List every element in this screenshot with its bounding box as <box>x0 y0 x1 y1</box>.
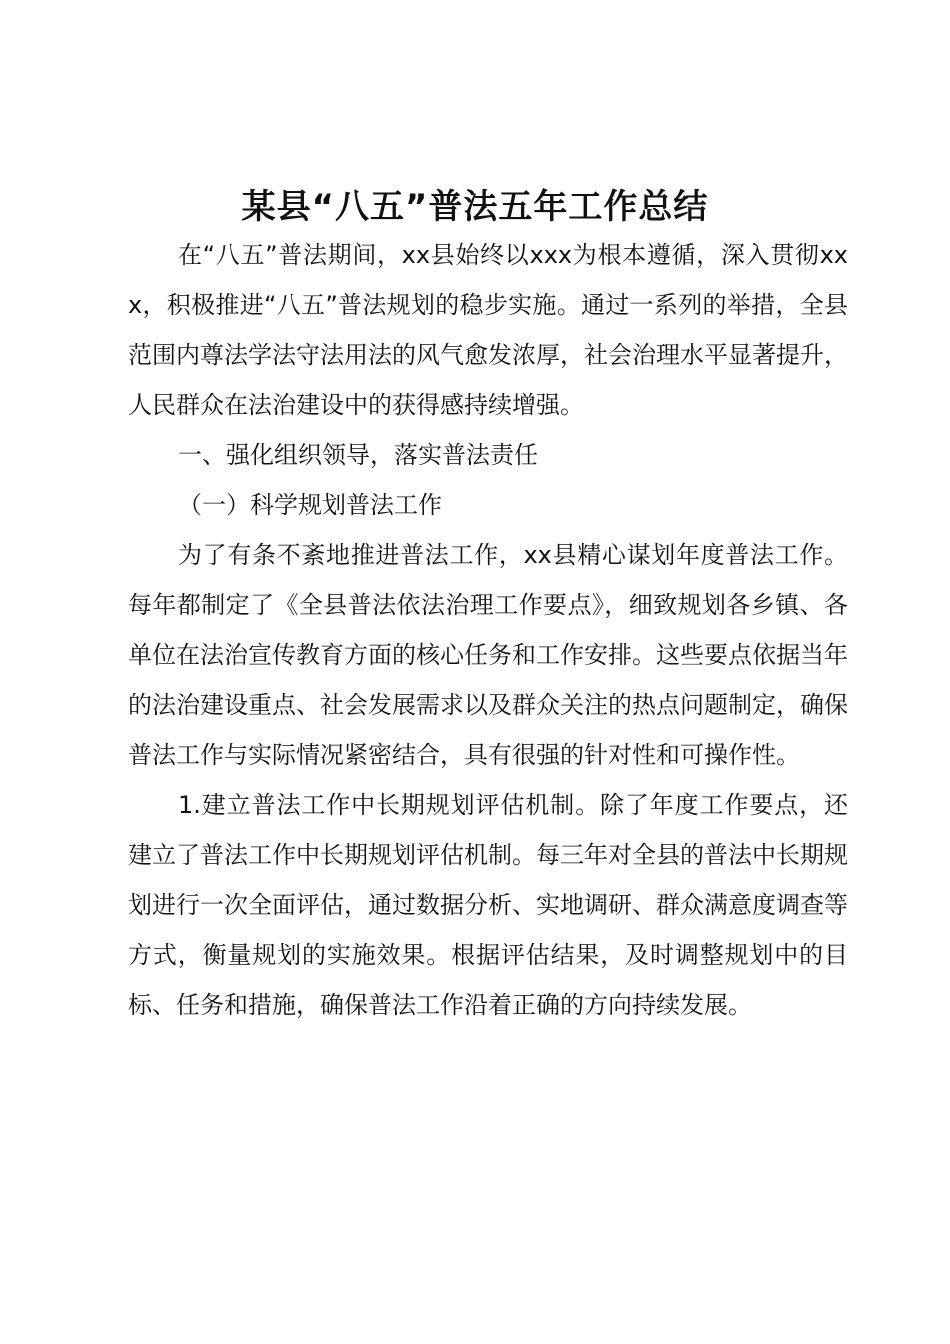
document-title: 某县“八五”普法五年工作总结 <box>241 187 709 227</box>
item-paragraph-1: 1.建立普法工作中长期规划评估机制。除了年度工作要点，还建立了普法工作中长期规划评估机制。每三年对全县的普法中长期规划进行一次全面评估，通过数据分析、实地调研、群众满意度调查等方式，衡量规划的实施效果。根据评估结果，及时调整规划中的目标、任务和措施，确保普法工作沿着正确的方向持续发展。 <box>128 791 848 1019</box>
subsection-paragraph-1: 为了有条不紊地推进普法工作，xx县精心谋划年度普法工作。每年都制定了《全县普法依法治理工作要点》，细致规划各乡镇、各单位在法治宣传教育方面的核心任务和工作安排。这些要点依据当年的法治建设重点、社会发展需求以及群众关注的热点问题制定，确保普法工作与实际情况紧密结合，具有很强的针对性和可操作性。 <box>128 541 848 769</box>
intro-paragraph: 在“八五”普法期间，xx县始终以xxx为根本遵循，深入贯彻xxx，积极推进“八五”普法规划的稳步实施。通过一系列的举措，全县范围内尊法学法守法用法的风气愈发浓厚，社会治理水平显著提升，人民群众在法治建设中的获得感持续增强。 <box>128 241 848 419</box>
section-heading-1: 一、强化组织领导，落实普法责任 <box>178 441 538 469</box>
document-body <box>128 230 848 1030</box>
subsection-heading-1: （一）科学规划普法工作 <box>178 491 442 519</box>
